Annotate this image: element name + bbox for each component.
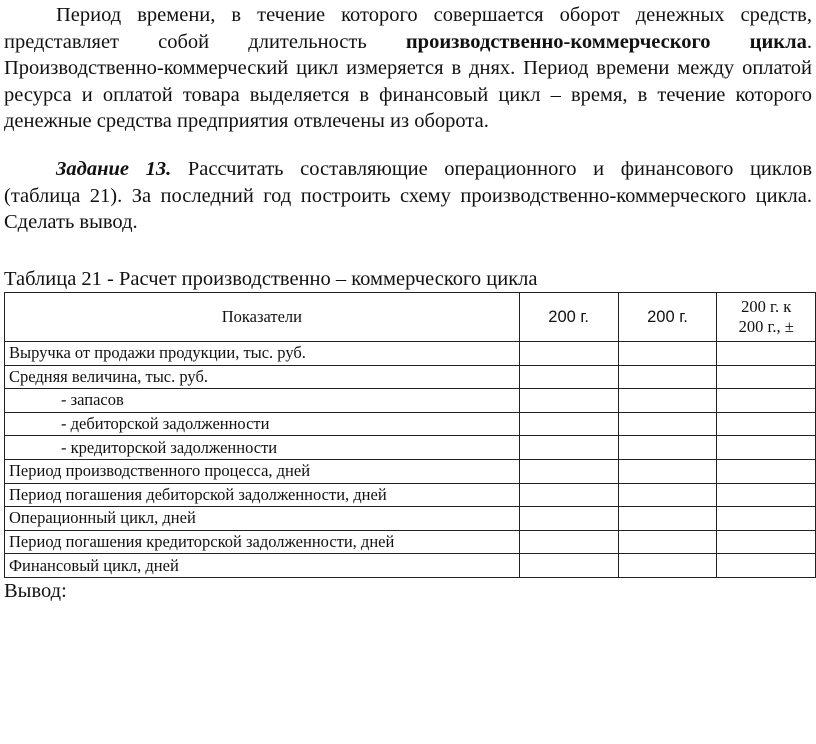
cell-year2 (618, 507, 717, 531)
table-row (5, 554, 816, 578)
cell-year1 (519, 507, 618, 531)
cell-diff (717, 436, 816, 460)
table-row (5, 507, 816, 531)
table-row (5, 412, 816, 436)
task-text: Рассчитать составляющие операционного и финансового циклов (таблица 21). За последний год построить схему производственно-коммерческого цикла. Сделать вывод. (4, 158, 813, 233)
cell-year2 (618, 412, 717, 436)
cell-year1 (519, 483, 618, 507)
cell-diff (717, 459, 816, 483)
row-label: Средняя величина, тыс. руб. (5, 365, 520, 389)
table-row (5, 436, 816, 460)
cell-year1 (519, 459, 618, 483)
intro-paragraph (4, 2, 812, 135)
row-label: Финансовый цикл, дней (5, 554, 520, 578)
table-caption: Таблица 21 - Расчет производственно – коммерческого цикла (4, 268, 538, 290)
cell-diff (717, 389, 816, 413)
table-row (5, 389, 816, 413)
header-difference-line2: 200 г., ± (738, 317, 794, 336)
cell-year2 (618, 365, 717, 389)
header-year2: 200 г. (618, 293, 717, 342)
cell-diff (717, 342, 816, 366)
table-row (5, 530, 816, 554)
cell-diff (717, 483, 816, 507)
header-difference-line1: 200 г. к (741, 297, 792, 316)
cell-year2 (618, 389, 717, 413)
cell-diff (717, 412, 816, 436)
row-label: - кредиторской задолженности (5, 436, 520, 460)
table-row (5, 483, 816, 507)
cycle-table (4, 292, 816, 578)
cell-diff (717, 365, 816, 389)
header-difference (717, 293, 816, 342)
cell-year2 (618, 530, 717, 554)
cell-year1 (519, 412, 618, 436)
row-label: - запасов (5, 389, 520, 413)
row-label: Период погашения кредиторской задолженности, дней (5, 530, 520, 554)
cell-year1 (519, 342, 618, 366)
row-label: Период производственного процесса, дней (5, 459, 520, 483)
intro-bold-term: производственно-коммерческого цикла (405, 30, 807, 53)
cell-year1 (519, 554, 618, 578)
cell-year2 (618, 483, 717, 507)
row-label: - дебиторской задолженности (5, 412, 520, 436)
cell-year2 (618, 459, 717, 483)
cell-year2 (618, 342, 717, 366)
cell-diff (717, 554, 816, 578)
row-label: Выручка от продажи продукции, тыс. руб. (5, 342, 520, 366)
cell-year2 (618, 554, 717, 578)
cell-year1 (519, 389, 618, 413)
cell-diff (717, 507, 816, 531)
table-row (5, 365, 816, 389)
task-label: Задание 13. (56, 158, 172, 180)
cell-diff (717, 530, 816, 554)
header-year1: 200 г. (519, 293, 618, 342)
conclusion-label: Вывод: (4, 580, 67, 602)
cell-year2 (618, 436, 717, 460)
cell-year1 (519, 365, 618, 389)
intro-text-end: . Производственно-коммерческий цикл измеряется в днях. Период времени между оплатой ресурса и оплатой товара выделяется в финансовый цикл – время, в течение которого денежные средства предприятия отвлечены из оборота. (4, 30, 812, 132)
cell-year1 (519, 530, 618, 554)
table-row (5, 342, 816, 366)
task-paragraph (4, 156, 812, 236)
header-indicator: Показатели (5, 293, 520, 342)
cell-year1 (519, 436, 618, 460)
row-label: Период погашения дебиторской задолженности, дней (5, 483, 520, 507)
intro-text-start: Период времени, в течение которого совершается оборот денежных средств, представляет собой длительность (4, 4, 812, 53)
table-row (5, 459, 816, 483)
row-label: Операционный цикл, дней (5, 507, 520, 531)
table-header-row (5, 293, 816, 342)
